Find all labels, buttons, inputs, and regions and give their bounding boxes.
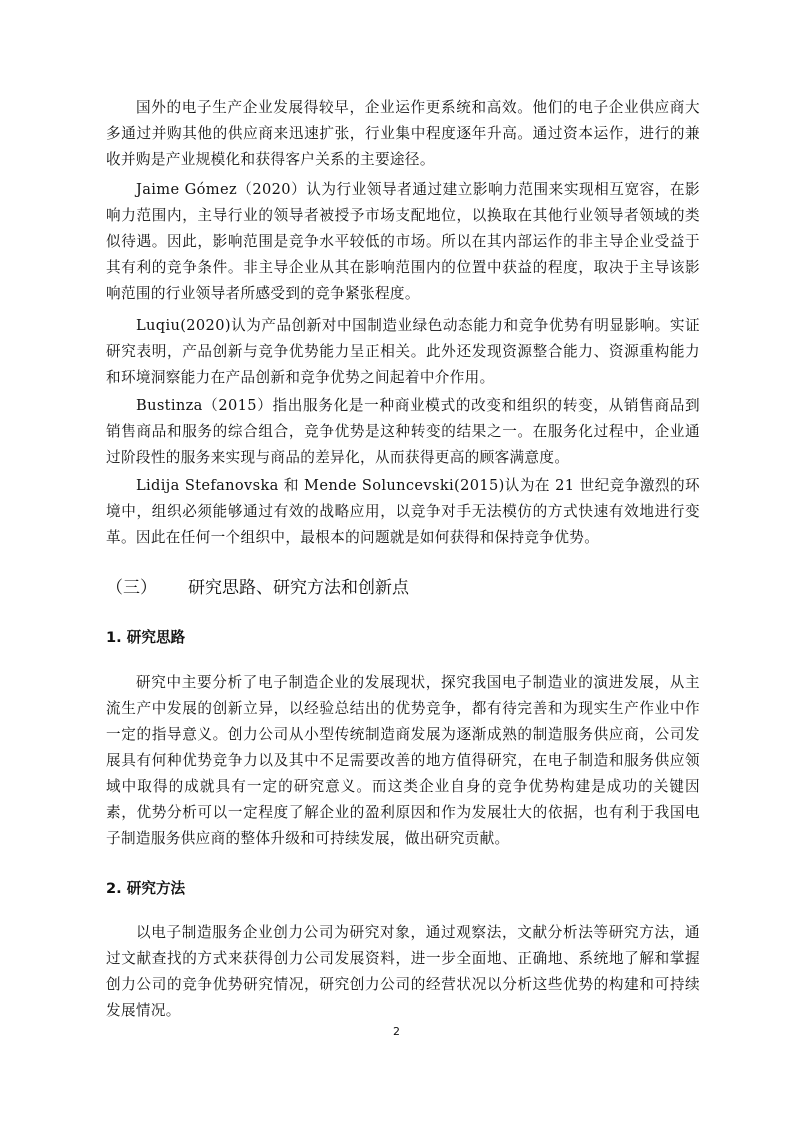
paragraph-domestic-foreign: 国外的电子生产企业发展得较早，企业运作更系统和高效。他们的电子企业供应商大多通过并购其他的供应商来迅速扩张，行业集中程度逐年升高。通过资本运作，进行的兼收并购是产业规模化和获得客户关系的主要途径。 (106, 99, 700, 168)
subsection-heading-research-approach: 1. 研究思路 (106, 629, 186, 646)
paragraph-bustinza: Bustinza（2015）指出服务化是一种商业模式的改变和组织的转变，从销售商品到销售商品和服务的综合组合，竞争优势是这种转变的结果之一。在服务化过程中，企业通过阶段性的服务来实现与商品的差异化，从而获得更高的顾客满意度。 (106, 397, 700, 466)
section-title: 研究思路、研究方法和创新点 (188, 578, 409, 598)
paragraph-research-approach: 研究中主要分析了电子制造企业的发展现状，探究我国电子制造业的演进发展，从主流生产中发展的创新立异，以经验总结出的优势竞争，都有待完善和为现实生产作业中作一定的指导意义。创力公司从小型传统制造商发展为逐渐成熟的制造服务供应商，公司发展具有何种优势竞争力以及其中不足需要改善的地方值得研究，在电子制造和服务供应领域中取得的成就具有一定的研究意义。而这类企业自身的竞争优势构建是成功的关键因素，优势分析可以一定程度了解企业的盈利原因和作为发展壮大的依据，也有利于我国电子制造服务供应商的整体升级和可持续发展，做出研究贡献。 (106, 674, 700, 847)
section-heading (106, 576, 700, 600)
paragraph-luqiu: Luqiu(2020)认为产品创新对中国制造业绿色动态能力和竞争优势有明显影响。实证研究表明，产品创新与竞争优势能力呈正相关。此外还发现资源整合能力、资源重构能力和环境洞察能力在产品创新和竞争优势之间起着中介作用。 (106, 317, 700, 386)
subsection-heading-research-method: 2. 研究方法 (106, 880, 186, 897)
paragraph-stefanovska: Lidija Stefanovska 和 Mende Soluncevski(2015)认为在 21 世纪竞争激烈的环境中，组织必须能够通过有效的战略应用，以竞争对手无法模仿的方式快速有效地进行变革。因此在任何一个组织中，最根本的问题就是如何获得和保持竞争优势。 (106, 477, 700, 546)
paragraph-jaime-gomez: Jaime Gómez（2020）认为行业领导者通过建立影响力范围来实现相互宽容，在影响力范围内，主导行业的领导者被授予市场支配地位，以换取在其他行业领导者领域的类似待遇。因此，影响范围是竞争水平较低的市场。所以在其内部运作的非主导企业受益于其有利的竞争条件。非主导企业从其在影响范围内的位置中获益的程度，取决于主导该影响范围的行业领导者所感受到的竞争紧张程度。 (106, 181, 700, 302)
page-number: 2 (393, 1025, 400, 1038)
paragraph-research-method: 以电子制造服务企业创力公司为研究对象，通过观察法，文献分析法等研究方法，通过文献查找的方式来获得创力公司发展资料，进一步全面地、正确地、系统地了解和掌握创力公司的竞争优势研究情况，研究创力公司的经营状况以分析这些优势的构建和可持续发展情况。 (106, 924, 700, 1019)
section-number: （三） (106, 578, 157, 598)
